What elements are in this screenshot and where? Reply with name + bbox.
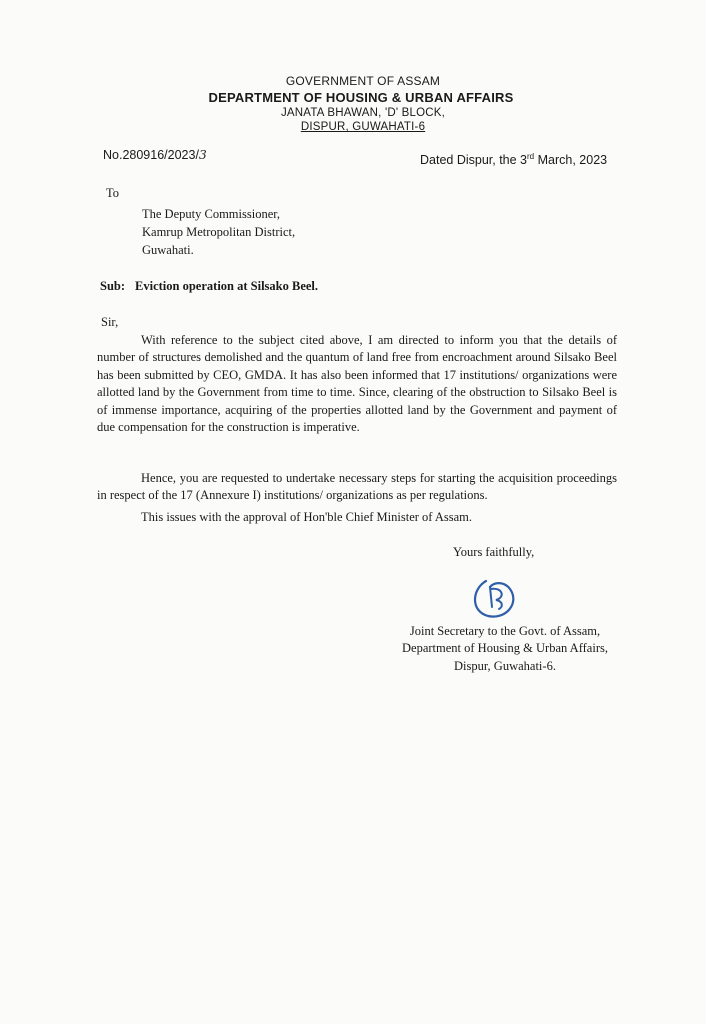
signatory-line-1: Joint Secretary to the Govt. of Assam, bbox=[409, 624, 601, 638]
dated-suffix: March, 2023 bbox=[534, 153, 608, 168]
addressee-line-1: The Deputy Commissioner, bbox=[142, 207, 281, 221]
reference-number-text: No.280916/2023/ bbox=[103, 148, 199, 162]
subject-line bbox=[100, 279, 318, 294]
signature-image bbox=[466, 573, 526, 623]
header-government: GOVERNMENT OF ASSAM bbox=[285, 74, 441, 88]
addressee-line-3: Guwahati. bbox=[142, 243, 194, 257]
closing: Yours faithfully, bbox=[453, 545, 535, 559]
salutation: Sir, bbox=[101, 315, 119, 329]
body-paragraph-2: Hence, you are requested to undertake necessary steps for starting the acquisition proceedings in respect of the 17 (Annexure I) institutions/ organizations as per regulations. bbox=[97, 471, 617, 503]
header-location: DISPUR, GUWAHATI-6 bbox=[300, 121, 426, 133]
signatory-line-2: Department of Housing & Urban Affairs, bbox=[402, 641, 608, 655]
body-paragraph-1: With reference to the subject cited above, I am directed to inform you that the details of number of structures demolished and the quantum of land free from encroachment around Silsako Beel has been submitted by CEO, GMDA. It has also been informed that 17 institutions/ organizations were allotted land by the Government from time to time. Since, clearing of the obstruction to Silsako Beel is of immense importance, acquiring of the properties allotted land by the Government and payment of due compensation for the construction is imperative. bbox=[97, 333, 617, 435]
signatory-line-3: Dispur, Guwahati-6. bbox=[454, 659, 556, 673]
reference-number-handwritten: 3 bbox=[198, 147, 207, 162]
body-paragraph-3: This issues with the approval of Hon'ble Chief Minister of Assam. bbox=[141, 510, 473, 524]
subject-text: Eviction operation at Silsako Beel. bbox=[135, 279, 319, 293]
subject-label: Sub: bbox=[100, 279, 126, 293]
dated-prefix: Dated Dispur, the 3 bbox=[420, 153, 528, 168]
dated-line bbox=[420, 152, 607, 167]
header-building: JANATA BHAWAN, 'D' BLOCK, bbox=[280, 107, 446, 119]
addressee-line-2: Kamrup Metropolitan District, bbox=[142, 225, 296, 239]
to-label: To bbox=[106, 186, 120, 200]
reference-number bbox=[103, 147, 207, 162]
dated-ordinal: rd bbox=[527, 152, 535, 161]
header-department: DEPARTMENT OF HOUSING & URBAN AFFAIRS bbox=[208, 90, 514, 105]
